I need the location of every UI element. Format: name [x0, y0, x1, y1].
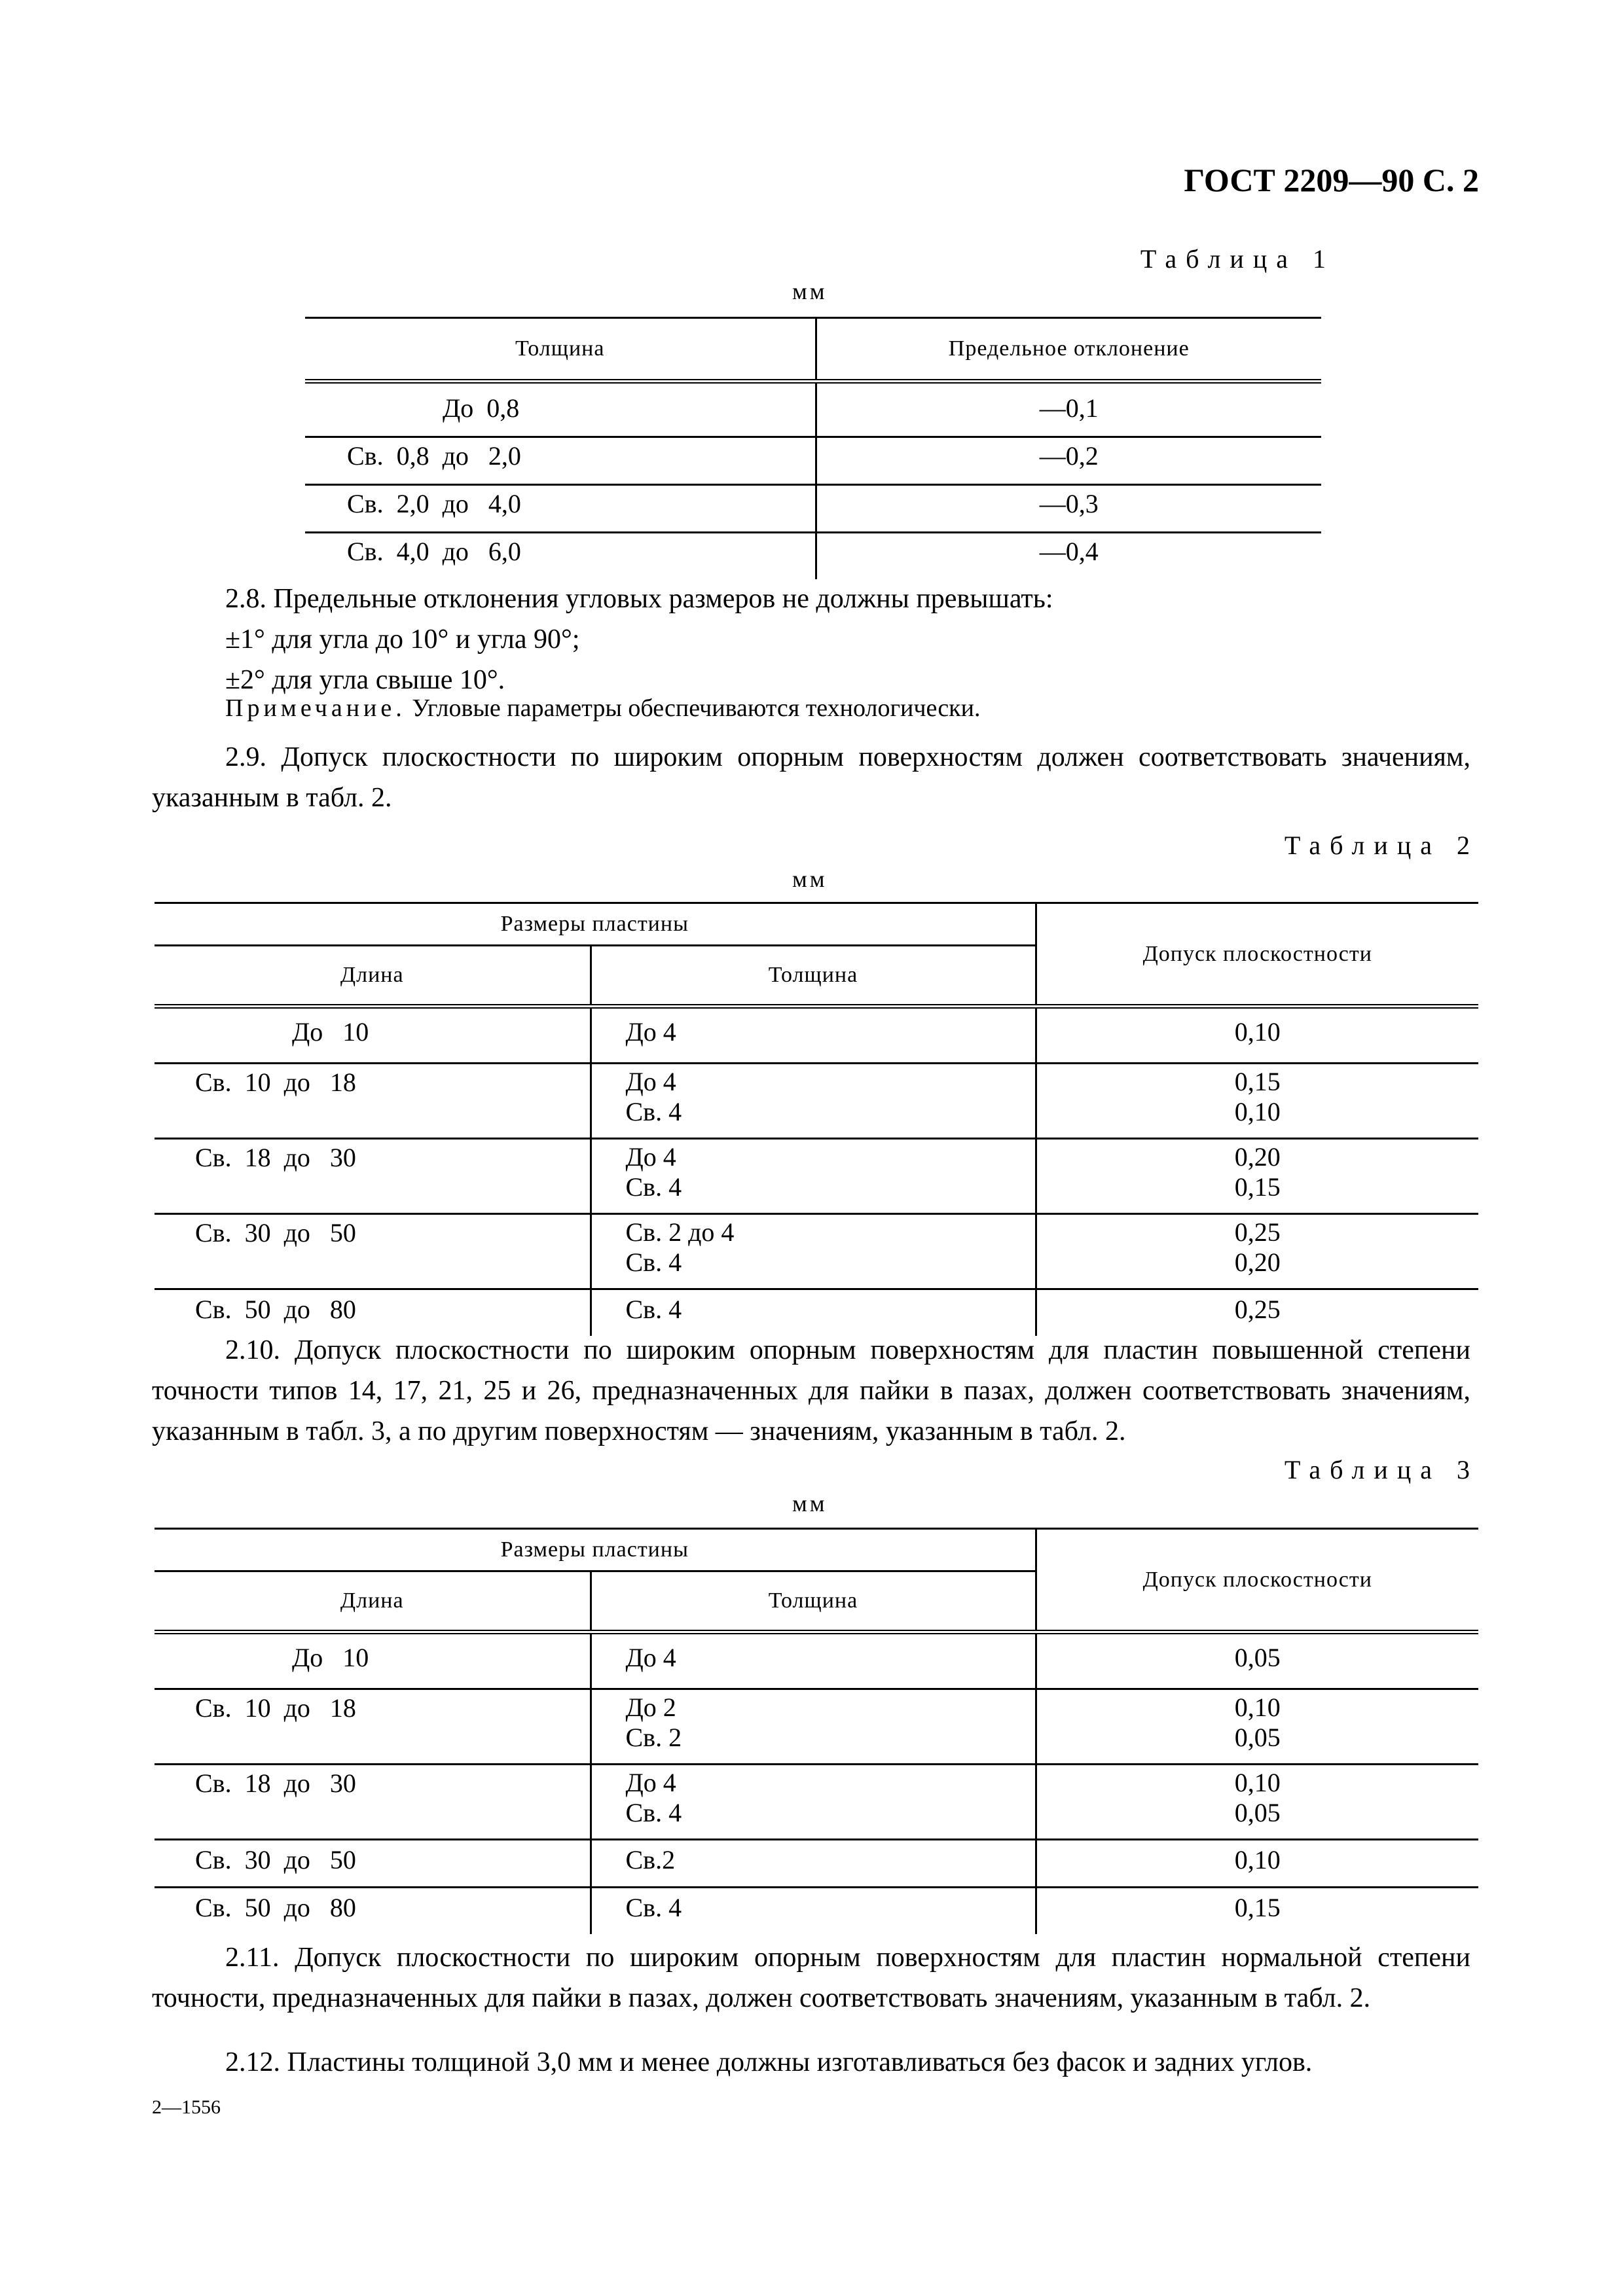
table-row — [155, 1632, 1478, 1689]
table1-range: Св. 4,0 до 6,0 — [347, 537, 521, 566]
table2-tolerance: 0,20 — [1234, 1247, 1281, 1277]
table-row — [155, 1139, 1478, 1214]
table1-header-thickness: Толщина — [305, 318, 816, 382]
table-row — [155, 1064, 1478, 1139]
table2-header-thickness: Толщина — [591, 946, 1036, 1007]
table3-thickness: Св.2 — [625, 1845, 676, 1874]
table3-length: Св. 50 до 80 — [195, 1893, 356, 1922]
table2-thickness: Св. 4 — [625, 1172, 682, 1202]
table1 — [305, 317, 1321, 579]
note — [225, 694, 980, 723]
table2-caption: Таблица 2 — [1284, 831, 1479, 860]
table2-tolerance: 0,15 — [1234, 1172, 1281, 1202]
table2-thickness: До 4 — [625, 1017, 676, 1047]
table-row — [155, 1689, 1478, 1765]
table2-header-tolerance: Допуск плоскостности — [1036, 903, 1478, 1007]
table2-unit: мм — [792, 866, 828, 892]
table3-tolerance: 0,05 — [1234, 1643, 1281, 1672]
table3-thickness: Св. 4 — [625, 1893, 682, 1922]
table3-thickness: Св. 4 — [625, 1798, 682, 1827]
table3-thickness: До 2 — [625, 1693, 676, 1722]
table2-thickness: Св. 4 — [625, 1295, 682, 1324]
table2-length: Св. 50 до 80 — [195, 1295, 356, 1324]
paragraph-2-10 — [152, 1330, 1470, 1452]
table-row — [155, 1214, 1478, 1289]
table2-length: Св. 18 до 30 — [195, 1143, 356, 1172]
table3-thickness: До 4 — [625, 1643, 676, 1672]
table3-tolerance: 0,10 — [1234, 1768, 1281, 1797]
table3-tolerance: 0,15 — [1234, 1893, 1281, 1922]
note-label: Примечание. — [225, 694, 406, 722]
table3-header-length: Длина — [155, 1571, 591, 1632]
table1-range: До 0,8 — [443, 393, 520, 423]
table2-thickness: Св. 4 — [625, 1247, 682, 1277]
table2 — [155, 902, 1478, 1336]
table-row — [305, 485, 1321, 533]
table1-unit: мм — [792, 278, 828, 304]
table-row — [155, 1765, 1478, 1840]
table3-header-tolerance: Допуск плоскостности — [1036, 1529, 1478, 1632]
table3-tolerance: 0,10 — [1234, 1693, 1281, 1722]
table-row — [155, 1888, 1478, 1935]
table1-caption: Таблица 1 — [1140, 244, 1335, 274]
paragraph-2-11 — [152, 1937, 1470, 2018]
table2-thickness: Св. 4 — [625, 1097, 682, 1126]
table2-thickness: До 4 — [625, 1142, 676, 1172]
table2-header-length: Длина — [155, 946, 591, 1007]
table2-thickness: Св. 2 до 4 — [625, 1217, 735, 1247]
table3-length: Св. 18 до 30 — [195, 1768, 356, 1798]
table2-tolerance: 0,10 — [1234, 1017, 1281, 1047]
table2-length: Св. 10 до 18 — [195, 1067, 356, 1097]
table3-thickness: До 4 — [625, 1768, 676, 1797]
p29-text: 2.9. Допуск плоскостности по широким опорным поверхностям должен соответствовать значениям, указанным в табл. 2. — [152, 742, 1470, 813]
table3-tolerance: 0,05 — [1234, 1798, 1281, 1827]
table3-length: Св. 30 до 50 — [195, 1845, 356, 1874]
table-row — [305, 437, 1321, 485]
table1-value: —0,4 — [1039, 537, 1099, 566]
paragraph-2-12 — [152, 2042, 1470, 2083]
paragraph-2-9 — [152, 737, 1470, 818]
table-row — [155, 1840, 1478, 1888]
table3-tolerance: 0,05 — [1234, 1723, 1281, 1752]
table3-length: До 10 — [292, 1643, 369, 1672]
table2-length: До 10 — [292, 1017, 369, 1047]
p210-text: 2.10. Допуск плоскостности по широким опорным поверхностям для пластин повышенной степени точности типов 14, 17, 21, 25 и 26, предназначенных для пайки в пазах, должен соответствовать значениям, указанным в табл. 3, а по другим поверхностям — значениям, указанным в табл. 2. — [152, 1335, 1470, 1446]
table2-tolerance: 0,25 — [1234, 1295, 1281, 1324]
table2-tolerance: 0,10 — [1234, 1097, 1281, 1126]
table1-range: Св. 2,0 до 4,0 — [347, 489, 521, 518]
table1-value: —0,3 — [816, 485, 1321, 533]
p28-line3: ±2° для угла свыше 10°. — [225, 665, 505, 695]
p28-line2: ±1° для угла до 10° и угла 90°; — [225, 624, 580, 655]
note-text: Угловые параметры обеспечиваются технологически. — [405, 694, 981, 722]
table-row — [155, 1289, 1478, 1336]
table3-length: Св. 10 до 18 — [195, 1693, 356, 1723]
table2-tolerance: 0,20 — [1234, 1142, 1281, 1172]
table2-thickness: До 4 — [625, 1067, 676, 1096]
table2-length: Св. 30 до 50 — [195, 1218, 356, 1247]
table-row — [155, 1007, 1478, 1064]
page-header: ГОСТ 2209—90 С. 2 — [1184, 162, 1479, 198]
table3-unit: мм — [792, 1490, 828, 1516]
p211-text: 2.11. Допуск плоскостности по широким опорным поверхностям для пластин нормальной степени точности, предназначенных для пайки в пазах, должен соответствовать значениям, указанным в табл. 2. — [152, 1943, 1470, 2013]
table3-thickness: Св. 2 — [625, 1723, 682, 1752]
table3-caption: Таблица 3 — [1284, 1455, 1479, 1484]
table3-tolerance: 0,10 — [1234, 1845, 1281, 1874]
table2-tolerance: 0,15 — [1234, 1067, 1281, 1096]
table3-header-thickness: Толщина — [591, 1571, 1036, 1632]
table3-header-group: Размеры пластины — [155, 1529, 1036, 1571]
table1-range: Св. 0,8 до 2,0 — [347, 441, 521, 471]
table1-value: —0,1 — [816, 382, 1321, 437]
table2-header-group: Размеры пластины — [155, 903, 1036, 946]
table1-header-deviation: Предельное отклонение — [816, 318, 1321, 382]
page-folio: 2—1556 — [152, 2096, 221, 2118]
table-row — [305, 533, 1321, 580]
table1-value: —0,2 — [816, 437, 1321, 485]
table2-tolerance: 0,25 — [1234, 1217, 1281, 1247]
p212-text: 2.12. Пластины толщиной 3,0 мм и менее должны изготавливаться без фасок и задних углов. — [225, 2047, 1313, 2077]
table3 — [155, 1528, 1478, 1934]
table-row — [305, 382, 1321, 437]
p28-line1: 2.8. Предельные отклонения угловых размеров не должны превышать: — [225, 584, 1053, 614]
paragraph-2-8 — [152, 579, 1470, 700]
